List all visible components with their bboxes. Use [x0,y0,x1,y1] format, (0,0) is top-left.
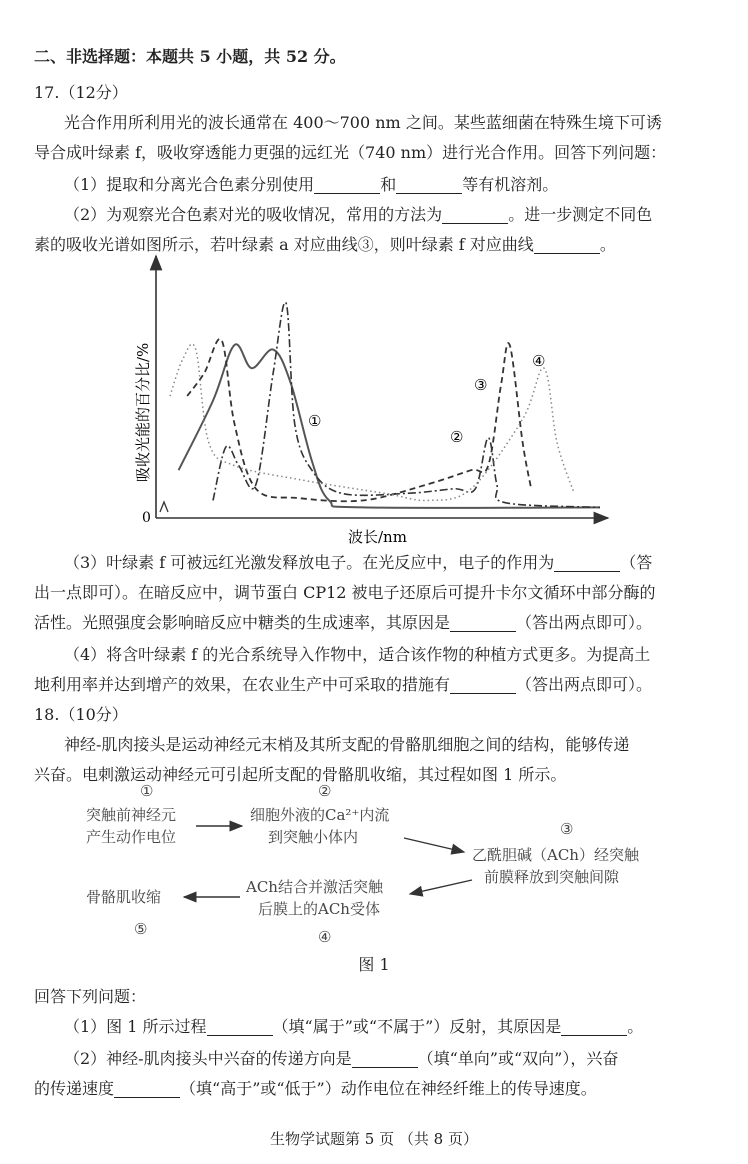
curve-label-3: ③ [474,376,488,394]
step-3-text-1: 乙酰胆碱（ACh）经突触 [472,846,639,864]
answer-blank [352,1049,418,1068]
q18-prompt: 回答下列问题： [34,987,147,1006]
step-1-text-2: 产生动作电位 [86,828,177,846]
curve-label-1: ① [308,412,322,430]
q17-part2: （2）为观察光合色素对光的吸收情况，常用的方法为 。进一步测定不同色 [64,205,653,224]
q17-part3-cont-2: 活性。光照强度会影响暗反应中糖类的生成速率，其原因是 （答出两点即可）。 [34,613,653,632]
section-header: 二、非选择题：本题共 5 小题，共 52 分。 [34,47,346,66]
step-1-text-1: 突触前神经元 [86,806,177,824]
figure-1-flowchart [60,782,680,950]
q17-part4-cont: 地利用率并达到增产的效果，在农业生产中可采取的措施有 （答出两点即可）。 [34,675,653,694]
step-3-number: ③ [560,820,574,838]
q17-intro-line-2: 导合成叶绿素 f，吸收穿透能力更强的远红光（740 nm）进行光合作用。回答下列问题： [34,143,667,162]
page-footer: 生物学试题第 5 页 （共 8 页） [270,1130,478,1148]
step-4-number: ④ [318,928,332,946]
q17-intro-line-1: 光合作用所利用光的波长通常在 400～700 nm 之间。某些蓝细菌在特殊生境下可诱 [64,113,662,132]
answer-blank [561,1017,627,1036]
q17-part3: （3）叶绿素 f 可被远红光激发释放电子。在光反应中，电子的作用为 （答 [64,553,653,572]
spectrum-curve-2 [213,302,600,507]
q18-part2: （2）神经-肌肉接头中兴奋的传递方向是 （填“单向”或“双向”），兴奋 [64,1049,619,1068]
flow-arrow-2-3 [404,838,464,852]
step-1-number: ① [140,782,154,800]
y-axis-label: 吸收光能的百分比/% [134,342,152,482]
step-2-text-2: 到突触小体内 [268,828,359,846]
q17-number: 17.（12分） [34,83,128,102]
q18-intro-line-1: 神经-肌肉接头是运动神经元末梢及其所支配的骨骼肌细胞之间的结构，能够传递 [64,735,630,754]
q17-part1: （1）提取和分离光合色素分别使用 和 等有机溶剂。 [64,175,559,194]
axis-break-mark [160,502,168,512]
q18-part2-cont: 的传递速度 （填“高于”或“低于”）动作电位在神经纤维上的传导速度。 [34,1079,597,1098]
answer-blank [314,175,380,194]
answer-blank [554,553,620,572]
curve-label-2: ② [450,428,464,446]
figure-1-caption: 图 1 [358,955,390,974]
step-5-text: 骨骼肌收缩 [86,888,162,906]
step-5-number: ⑤ [134,920,148,938]
spectrum-curve-4 [170,344,574,500]
q18-part1: （1）图 1 所示过程 （填“属于”或“不属于”）反射，其原因是 。 [64,1017,644,1036]
answer-blank [450,675,516,694]
step-2-number: ② [318,782,332,800]
answer-blank [396,175,462,194]
step-3-text-2: 前膜释放到突触间隙 [484,868,620,886]
answer-blank [442,205,508,224]
x-axis-label: 波长/nm [348,528,407,546]
q18-number: 18.（10分） [34,705,128,724]
step-2-text-1: 细胞外液的Ca²⁺内流 [250,806,390,824]
origin-label: 0 [142,510,151,526]
answer-blank [450,613,516,632]
answer-blank [207,1017,273,1036]
flow-arrow-3-4 [410,880,472,894]
step-4-text-2: 后膜上的ACh受体 [258,900,380,918]
step-4-text-1: ACh结合并激活突触 [246,878,383,896]
curve-label-4: ④ [532,352,546,370]
q17-part2-cont: 素的吸收光谱如图所示，若叶绿素 a 对应曲线③，则叶绿素 f 对应曲线 。 [34,235,616,254]
answer-blank [114,1079,180,1098]
q18-intro-line-2: 兴奋。电刺激运动神经元可引起所支配的骨骼肌收缩，其过程如图 1 所示。 [34,765,567,784]
q17-part3-cont-1: 出一点即可）。在暗反应中，调节蛋白 CP12 被电子还原后可提升卡尔文循环中部分酶的 [34,583,656,602]
q17-part4: （4）将含叶绿素 f 的光合系统导入作物中，适合该作物的种植方式更多。为提高土 [64,645,651,664]
absorption-spectrum-chart [120,250,620,546]
